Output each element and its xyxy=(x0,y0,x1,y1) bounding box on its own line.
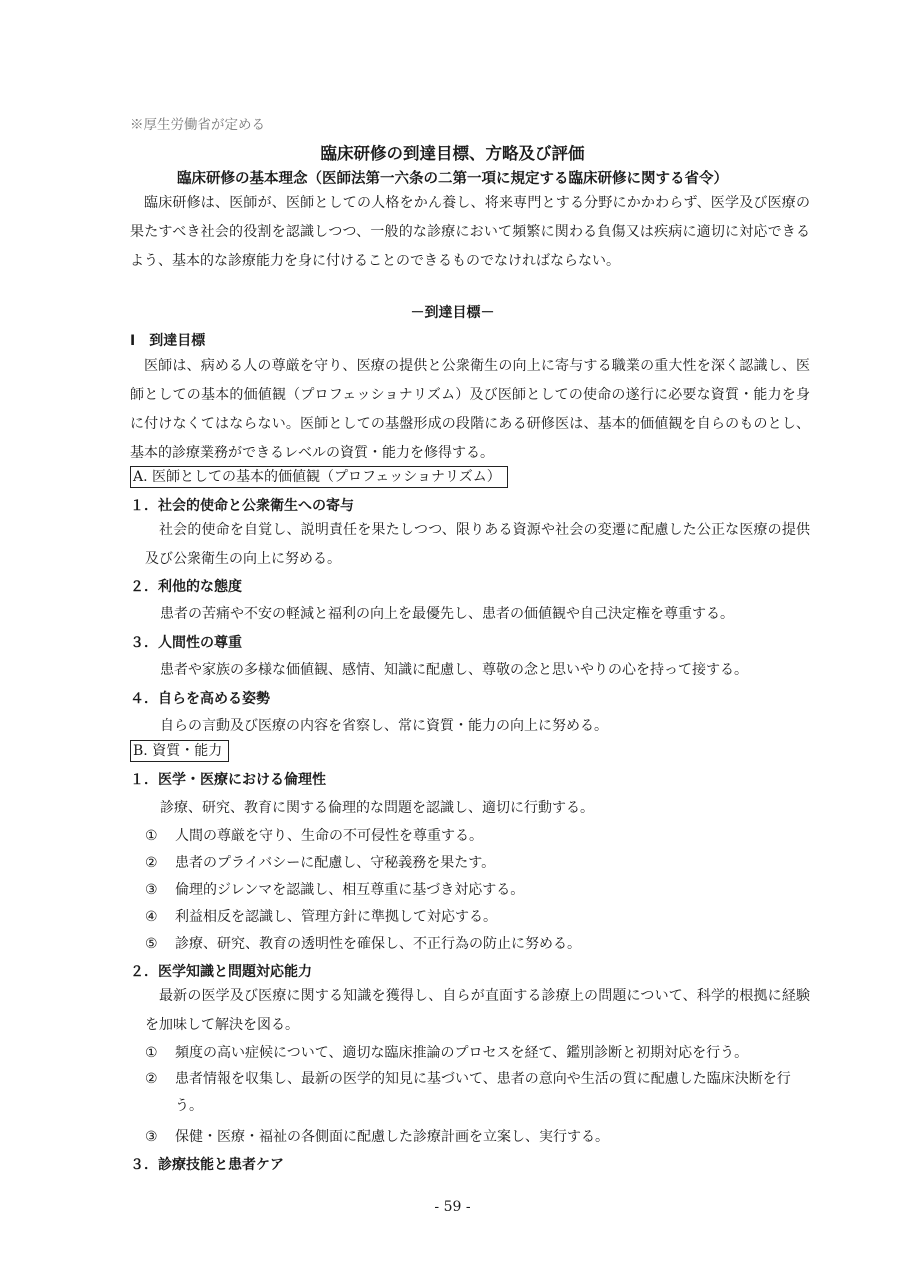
item-number: ④ xyxy=(145,909,158,925)
list-item xyxy=(145,825,483,845)
section1-paragraph: 医師は、病める人の尊厳を守り、医療の提供と公衆衛生の向上に寄与する職業の重大性を深く認識し、医師としての基本的価値観（プロフェッショナリズム）及び医師としての使命の遂行に必要な資質・能力を身に付けなくてはならない。医師としての基盤形成の段階にある研修医は、基本的価値観を自らのものとし、基本的診療業務ができるレベルの資質・能力を修得する。 xyxy=(130,358,810,461)
b3-heading: ３．診療技能と患者ケア xyxy=(130,1157,284,1173)
list-item xyxy=(145,1126,609,1146)
list-item xyxy=(145,879,524,899)
list-item xyxy=(145,1042,748,1062)
item-text: 頻度の高い症候について、適切な臨床推論のプロセスを経て、鑑別診断と初期対応を行う。 xyxy=(175,1045,749,1061)
item-text: 患者情報を収集し、最新の医学的知見に基づいて、患者の意向や生活の質に配慮した臨床決断を行う。 xyxy=(175,1071,791,1114)
b1-text: 診療、研究、教育に関する倫理的な問題を認識し、適切に行動する。 xyxy=(160,800,594,816)
list-item xyxy=(145,906,497,926)
page-subtitle: 臨床研修の基本理念（医師法第一六条の二第一項に規定する臨床研修に関する省令） xyxy=(177,171,728,187)
list-item xyxy=(145,933,581,953)
section-heading: －到達目標－ xyxy=(410,305,495,321)
list-item xyxy=(145,852,495,872)
header-note: ※厚生労働省が定める xyxy=(130,117,265,133)
box-a-label: A. 医師としての基本的価値観（プロフェッショナリズム） xyxy=(130,466,508,488)
a4-heading: ４．自らを高める姿勢 xyxy=(130,691,270,707)
item-text: 倫理的ジレンマを認識し、相互尊重に基づき対応する。 xyxy=(175,882,525,898)
b2-text: 最新の医学及び医療に関する知識を獲得し、自らが直面する診療上の問題について、科学的根拠に経験を加味して解決を図る。 xyxy=(145,988,810,1033)
box-b-label: B. 資質・能力 xyxy=(130,740,229,762)
item-number: ① xyxy=(145,828,158,844)
a3-heading: ３．人間性の尊重 xyxy=(130,635,242,651)
a2-heading: ２．利他的な態度 xyxy=(130,579,242,595)
a4-text: 自らの言動及び医療の内容を省察し、常に資質・能力の向上に努める。 xyxy=(160,718,608,734)
intro-paragraph: 臨床研修は、医師が、医師としての人格をかん養し、将来専門とする分野にかかわらず、医学及び医療の果たすべき社会的役割を認識しつつ、一般的な診療において頻繁に関わる負傷又は疾病に適切に対応できるよう、基本的な診療能力を身に付けることのできるものでなければならない。 xyxy=(130,195,810,269)
a1-text: 社会的使命を自覚し、説明責任を果たしつつ、限りある資源や社会の変遷に配慮した公正な医療の提供及び公衆衛生の向上に努める。 xyxy=(145,522,810,567)
page-number: - 59 - xyxy=(434,1199,471,1215)
item-number: ① xyxy=(145,1045,158,1061)
item-text: 利益相反を認識し、管理方針に準拠して対応する。 xyxy=(175,909,497,925)
a3-text: 患者や家族の多様な価値観、感情、知識に配慮し、尊敬の念と思いやりの心を持って接する。 xyxy=(160,662,748,678)
a1-heading: １．社会的使命と公衆衛生への寄与 xyxy=(130,498,354,514)
a2-text: 患者の苦痛や不安の軽減と福利の向上を最優先し、患者の価値観や自己決定権を尊重する。 xyxy=(160,606,734,622)
section1-heading: Ⅰ 到達目標 xyxy=(130,333,206,349)
item-text: 保健・医療・福祉の各側面に配慮した診療計画を立案し、実行する。 xyxy=(175,1129,609,1145)
b1-heading: １．医学・医療における倫理性 xyxy=(130,772,326,788)
item-number: ② xyxy=(145,1071,158,1087)
item-number: ③ xyxy=(145,882,158,898)
list-item xyxy=(145,1066,810,1120)
b2-heading: ２．医学知識と問題対応能力 xyxy=(130,964,312,980)
item-number: ③ xyxy=(145,1129,158,1145)
item-number: ② xyxy=(145,855,158,871)
item-text: 人間の尊厳を守り、生命の不可侵性を尊重する。 xyxy=(175,828,483,844)
item-number: ⑤ xyxy=(145,936,158,952)
page-title: 臨床研修の到達目標、方略及び評価 xyxy=(320,144,585,163)
item-text: 患者のプライバシーに配慮し、守秘義務を果たす。 xyxy=(175,855,496,871)
item-text: 診療、研究、教育の透明性を確保し、不正行為の防止に努める。 xyxy=(175,936,581,952)
